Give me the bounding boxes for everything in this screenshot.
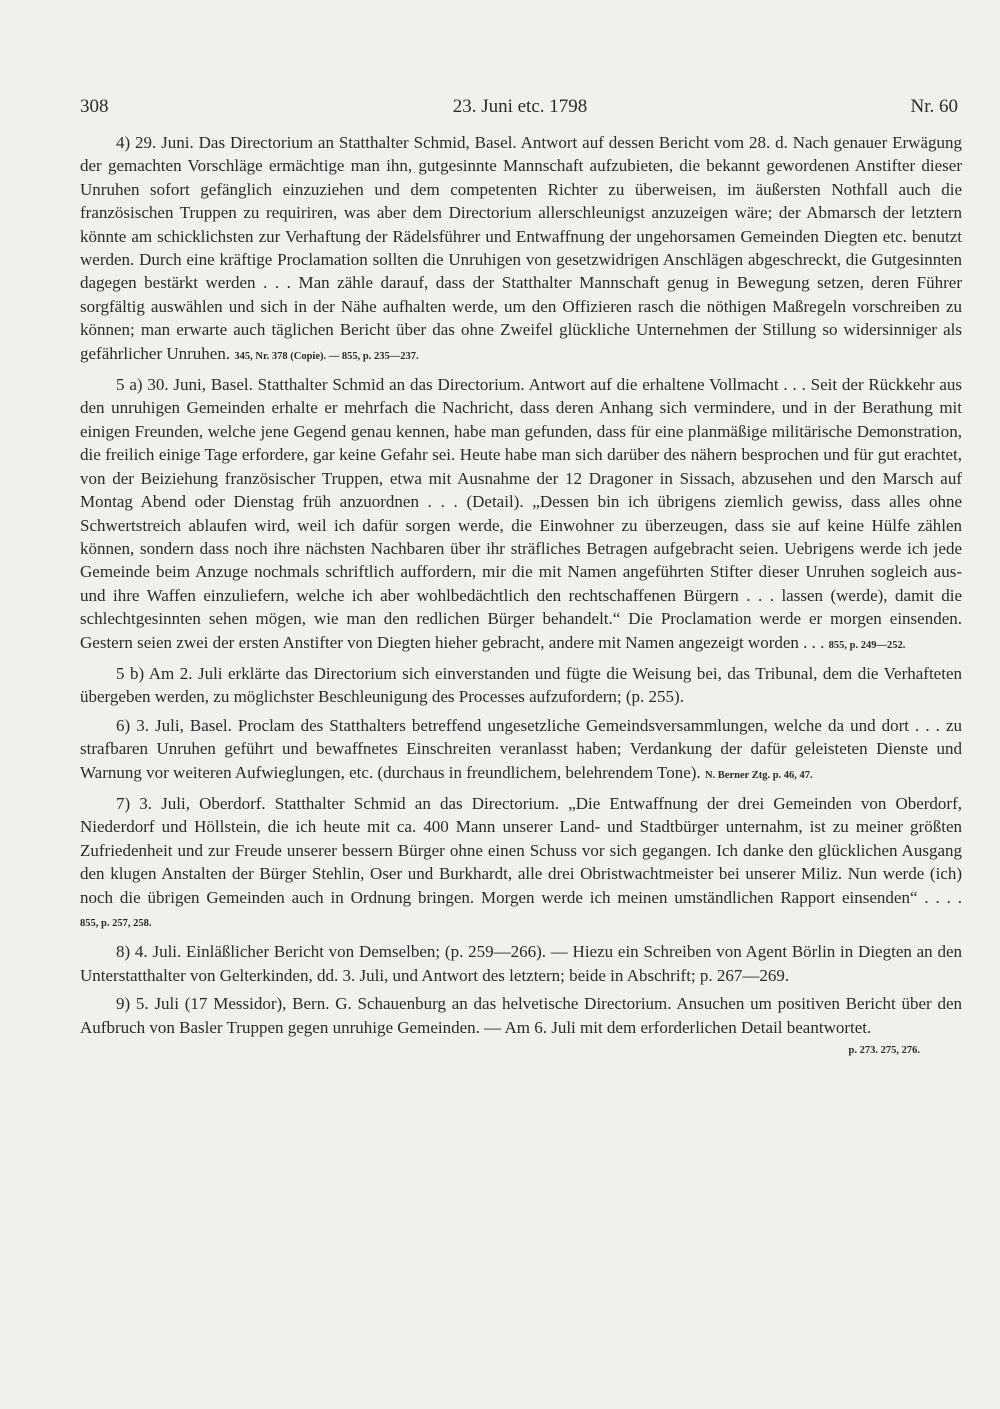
entry-text: 5 b) Am 2. Juli erklärte das Directorium sich einverstanden und fügte die Weisung bei, das Tribunal, dem die Verhafteten übergeben werden, zu möglichster Beschleunigung des Processes aufzufordern; (p. 255). bbox=[80, 663, 962, 707]
entry-text: 5 a) 30. Juni, Basel. Statthalter Schmid an das Directorium. Antwort auf die erhaltene Vollmacht . . . Seit der Rückkehr aus den unruhigen Gemeinden erhalte er mehrfach die Nachricht, dass deren Anhang sich vermindere, und in der Berathung mit einigen Freunden, welche jene Gegend genau kennen, habe man gefunden, dass für eine planmäßige militärische Demonstration, die freilich einige Tage erfordere, gar keine Gefahr sei. Heute habe man sich darüber des nähern besprochen und für gut erachtet, von der Beiziehung französischer Truppen, etwa mit Ausnahme der 12 Dragoner in Sissach, abzusehen und den Marsch auf Montag Abend oder Dienstag früh anzuordnen . . . (Detail). „Dessen bin ich übrigens ziemlich gewiss, dass alles ohne Schwertstreich ablaufen wird, weil ich dafür sorgen werde, die Einwohner zu überzeugen, dass sie auf keine Hülfe zählen können, sondern dass noch ihre nächsten Nachbaren über ihr sträfliches Betragen aufgebracht seien. Uebrigens werde ich jede Gemeinde beim Anzuge nochmals schriftlich auffordern, mir die mit Namen angeführten Stifter dieser Unruhen sogleich aus- und ihre Waffen einzuliefern, welche ich aber wohlbedächtlich den rechtschaffenen Bürgern . . . lassen (werde), damit die schlechtgesinnten sehen mögen, wie man den redlichen Bürger behandelt.“ Die Proclamation werde er morgen einsenden. Gestern seien zwei der ersten Anstifter von Diegten hieher gebracht, andere mit Namen angezeigt worden . . . bbox=[80, 375, 962, 652]
entry-8 bbox=[80, 940, 962, 987]
source-reference: N. Berner Ztg. p. 46, 47. bbox=[704, 769, 813, 781]
body-text bbox=[80, 131, 962, 1067]
page-header bbox=[80, 96, 960, 124]
entry-4 bbox=[80, 131, 962, 368]
entry-text: 4) 29. Juni. Das Directorium an Statthalter Schmid, Basel. Antwort auf dessen Bericht vom 28. d. Nach genauer Erwägung der gemachten Vorschläge ermächtige man ihn, gutgesinnte Mannschaft aufzubieten, die bekannt gewordenen Anstifter dieser Unruhen sofort gefänglich einzuziehen und dem competenten Richter zu überweisen, im äußersten Nothfall auch die französischen Truppen zu requiriren, was aber dem Directorium allerschleunigst anzuzeigen wäre; der Abmarsch der letztern könnte am schicklichsten zur Verhaftung der Rädelsführer und Entwaffnung der ungehorsamen Gemeinden Diegten etc. benutzt werden. Durch eine kräftige Proclamation sollten die Unruhigen von gesetzwidrigen Anschlägen abgeschreckt, die Gutgesinnten dagegen bestärkt werden . . . Man zähle darauf, dass der Statthalter Mannschaft genug in Bewegung setzen, deren Führer sorgfältig auswählen und sich in der Nähe aufhalten werde, um den Offizieren rasch die nöthigen Maßregeln vorschreiben zu können; man erwarte auch täglichen Bericht über das ohne Zweifel glückliche Unternehmen der Stillung so widersinniger als gefährlicher Unruhen. bbox=[80, 133, 962, 363]
entry-5a bbox=[80, 373, 962, 657]
source-reference: 345, Nr. 378 (Copie). — 855, p. 235—237. bbox=[234, 350, 419, 362]
entry-6 bbox=[80, 714, 962, 787]
entry-7 bbox=[80, 792, 962, 935]
entry-5b bbox=[80, 662, 962, 709]
entry-text: 6) 3. Juli, Basel. Proclam des Statthalters betreffend ungesetzliche Gemeindsversammlungen, welche da und dort . . . zu strafbaren Unruhen geführt und bewaffnetes Einschreiten veranlasst haben; Verdankung der dafür geleisteten Dienste und Warnung vor weiteren Aufwieglungen, etc. (durchaus in freundlichem, belehrendem Tone). bbox=[80, 715, 962, 782]
page-number: 308 bbox=[80, 96, 109, 117]
source-reference: 855, p. 249—252. bbox=[828, 639, 906, 651]
entry-text: 9) 5. Juli (17 Messidor), Bern. G. Schauenburg an das helvetische Directorium. Ansuchen um positiven Bericht über den Aufbruch von Basler Truppen gegen unruhige Gemeinden. — Am 6. Juli mit dem erforderlichen Detail beantwortet. bbox=[80, 994, 962, 1037]
entry-9 bbox=[80, 992, 962, 1062]
entry-text: 7) 3. Juli, Oberdorf. Statthalter Schmid an das Directorium. „Die Entwaffnung der drei Gemeinden von Oberdorf, Niederdorf und Höllstein, die ich heute mit ca. 400 Mann unserer Land- und Stadtbürger unternahm, ist zu meiner größten Zufriedenheit und zur Freude unserer bessern Bürger ohne einen Schuss vor sich gegangen. Ich danke den glücklichen Ausgang den klugen Anstalten der Bürger Stehlin, Oser und Burkhardt, alle drei Obristwachtmeister bei unserer Miliz. Nun werde (ich) noch die übrigen Gemeinden auch in Ordnung bringen. Morgen werde ich meinen umständlichen Rapport einsenden“ . . . . bbox=[80, 793, 962, 907]
source-reference: 855, p. 257, 258. bbox=[80, 918, 152, 929]
entry-text: 8) 4. Juli. Einläßlicher Bericht von Demselben; (p. 259—266). — Hiezu ein Schreiben von Agent Börlin in Diegten an den Unterstatthalter von Gelterkinden, dd. 3. Juli, und Antwort des letztern; beide in Abschrift; p. 267—269. bbox=[80, 942, 962, 985]
source-reference: p. 273. 275, 276. bbox=[848, 1045, 920, 1057]
header-date: 23. Juni etc. 1798 bbox=[452, 96, 588, 117]
document-number: Nr. 60 bbox=[910, 96, 958, 117]
